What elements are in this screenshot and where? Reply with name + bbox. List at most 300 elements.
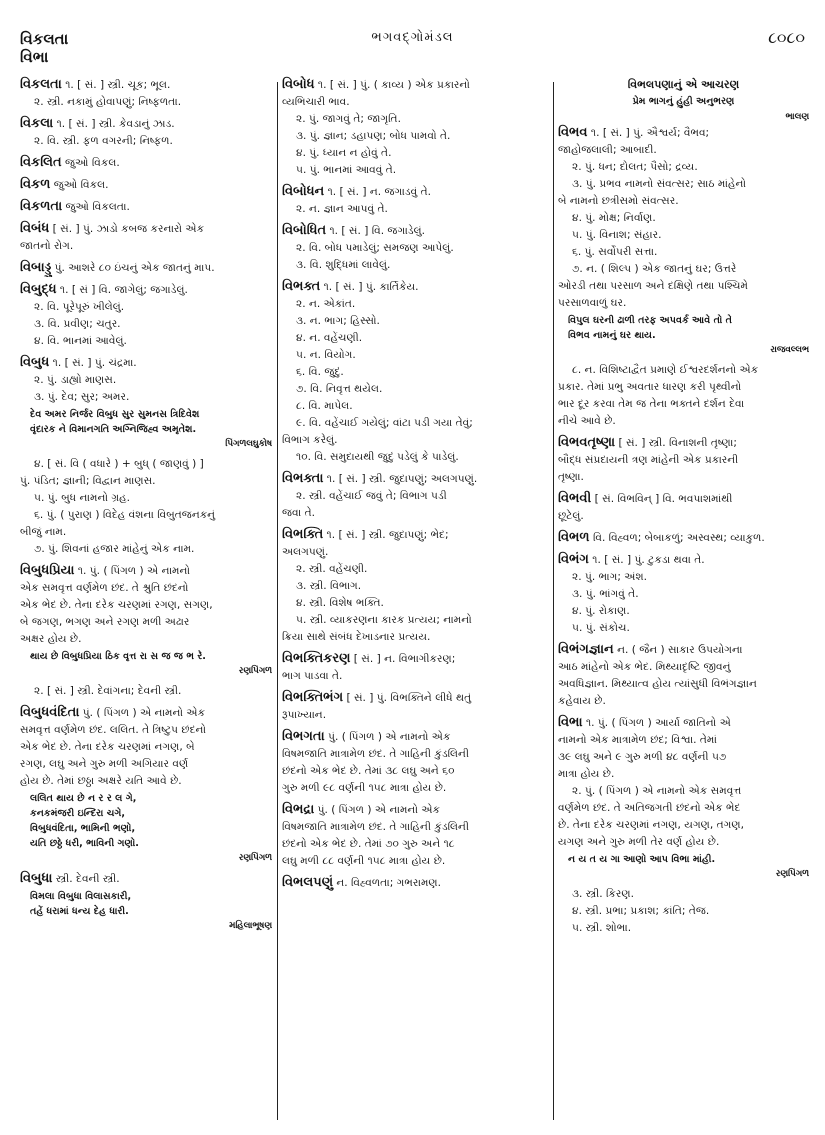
definition-text: માત્રા હોય છે. [558, 768, 615, 780]
headword: વિબુધ [20, 355, 50, 370]
definition-text: બીજું નામ. [20, 526, 67, 538]
definition-text: છંદનો એક ભેદ છે. તેમાં ૩૮ લઘુ અને ૬૦ [282, 765, 455, 777]
dictionary-entry [282, 183, 548, 218]
definition-text: ૨. [ સં. ] સ્ત્રી. દેવાંગના; દેવની સ્ત્રી. [34, 685, 182, 697]
entry-line [282, 313, 548, 330]
entry-line [558, 227, 809, 244]
definition-text: ૪. પું. રોકાણ. [572, 605, 630, 617]
entry-line [282, 449, 548, 466]
definition-text: ૯. વિ. વહેંચાઈ ગયેલું; વાંટા પડી ગયા તેવું; [296, 417, 473, 429]
entry-line [558, 676, 809, 693]
dictionary-entry [282, 222, 548, 274]
entry-line [558, 159, 809, 176]
definition-text: ૪. વિ. ભાનમાં આવેલું. [34, 335, 127, 347]
entry-line [558, 800, 809, 817]
column-divider [553, 82, 554, 1120]
definition-text: નીચે આવે છે. [558, 415, 616, 427]
definition-text: ૧. પું. ( પિંગળ ) એ નામનો [74, 565, 191, 577]
dictionary-entry [558, 124, 809, 357]
definition-text: ૨. વિ. સ્ત્રી. ફળ વગરની; નિષ્ફળ. [34, 135, 173, 147]
dictionary-entry [282, 278, 548, 466]
definition-text: છંદનો એક ભેદ છે. તેમાં ૭૦ ગુરુ અને ૧૮ [282, 838, 455, 850]
definition-text: ૧. [ સં ] વિ. જાગેલું; જગાડેલું. [56, 284, 188, 296]
quote-source: મહિલાભૂષણ [229, 921, 272, 931]
quote-block [20, 791, 272, 865]
entry-line [20, 154, 272, 172]
entry-line [558, 659, 809, 676]
definition-text: છૂટેલું. [558, 510, 584, 522]
definition-text: ૪. પું. મોક્ષ; નિર્વાણ. [572, 212, 656, 224]
definition-text: ૬. પું. ( પુરાણ ) વિદેહ વંશના વિબુતજનકનું [34, 509, 216, 521]
entry-line [20, 220, 272, 238]
definition-text: ૫. સ્ત્રી. વ્યાકરણના કારક પ્રત્યય; નામનો [296, 614, 472, 626]
entry-line [558, 261, 809, 278]
entry-line [20, 259, 272, 277]
definition-text: [ સં. ] સ્ત્રી. વિનાશની તૃષ્ણા; [615, 437, 737, 449]
entry-line [282, 853, 548, 870]
dictionary-entry [282, 470, 548, 522]
entry-line [558, 193, 809, 210]
definition-text: ૨. પું. જાગવું તે; જાગૃતિ. [296, 113, 401, 125]
entry-line [20, 176, 272, 194]
headword: વિબંધ [20, 221, 50, 236]
definition-text: ૩. પું. દેવ; સુર; અમર. [34, 391, 130, 403]
entry-line [282, 470, 548, 488]
entry-line [558, 244, 809, 261]
definition-text: ૩. વિ. પ્રવીણ; ચતુર. [34, 318, 121, 330]
dictionary-entry [20, 281, 272, 350]
definition-text: ૩. પું. પ્રભવ નામનો સંવત્સર; સાઠ માંહેનો [572, 178, 747, 190]
definition-text: ઓરડી તથા પરસાળ અને દક્ષિણે તથા પશ્ચિમે [558, 280, 748, 292]
headword: વિભક્તિભંગ [282, 690, 344, 705]
entry-line [558, 508, 809, 525]
headword: વિભા [558, 715, 583, 730]
dictionary-entry [20, 198, 272, 216]
definition-text: ૨. પું. ( પિંગળ ) એ નામનો એક સમવૃત્ત [572, 785, 742, 797]
entry-line [558, 124, 809, 142]
dictionary-entry [282, 650, 548, 685]
entry-line [282, 183, 548, 201]
definition-text: વિષમજાતિ માત્રામેળ છંદ. તે ગાહિની કુંડલિની [282, 748, 469, 760]
definition-text: ૧. [ સં. ] પું. ( કાવ્ય ) એક પ્રકારનો [314, 79, 470, 91]
entry-line [558, 379, 809, 396]
headword: વિભક્તા [282, 471, 324, 486]
definition-text: ૫. સ્ત્રી. શોભા. [572, 922, 632, 934]
dictionary-entry [282, 728, 548, 797]
entry-line [282, 629, 548, 646]
entry-line [558, 693, 809, 710]
entry-line [282, 526, 548, 544]
entry-line [20, 683, 272, 700]
dictionary-entry [20, 176, 272, 194]
definition-text: બે નામનો છત્રીસમો સંવત્સર. [558, 195, 679, 207]
quote-block [558, 852, 809, 881]
quote-line: દેવ અમર નિર્જર વિબુધ સુર સુમનસ ત્રિદિવેશ [30, 409, 200, 420]
definition-text: ન. ( જૈન ) સાકાર ઉપયોગના [613, 644, 743, 656]
entry-line [282, 128, 548, 145]
entry-line [282, 728, 548, 746]
definition-text: ૩. ન. ભાગ; હિસ્સો. [296, 315, 380, 327]
definition-text: ૩. વિ. શુદ્ધિમાં લાવેલું. [296, 259, 391, 271]
entry-line [20, 541, 272, 558]
entry-line [558, 210, 809, 227]
definition-text: ન. વિહ્વળતા; ગભરામણ. [333, 877, 442, 889]
definition-text: ૫. પું. સંકોચ. [572, 622, 630, 634]
definition-text: ૮. ન. વિશિષ્ટાદ્વૈત પ્રમાણે ઈશ્વરદર્શનનો એક [572, 364, 759, 376]
entry-line [282, 746, 548, 763]
definition-text: ૧. [ સં. ] સ્ત્રી. જુદાપણું; ભેદ; [323, 529, 449, 541]
definition-text: વર્ણમેળ છંદ. તે અતિજગતી છંદનો એક ભેદ [558, 802, 741, 814]
column-3 [558, 76, 809, 1126]
entry-line [282, 222, 548, 240]
dictionary-entry [558, 434, 809, 486]
entry-line [282, 801, 548, 819]
definition-text: ૩. સ્ત્રી. વિભાગ. [296, 580, 362, 592]
definition-text: નામનો એક માત્રામેળ છંદ; વિશ્વા. તેમાં [558, 734, 717, 746]
headword: વિબુધપ્રિયા [20, 563, 75, 578]
definition-text: ૫. પું. બુધ નામનો ગ્રહ. [34, 492, 131, 504]
quote-source: રણપિંગળ [238, 853, 272, 863]
guide-word-first: વિકલતા [20, 30, 69, 48]
headword: વિભવ [558, 125, 588, 140]
definition-text: [ સં. ] પું. વિભક્તિને લીધે થતું [343, 692, 472, 704]
definition-text: ૭. વિ. નિવૃત્ત થયેલ. [296, 383, 383, 395]
definition-text: કહેવાય છે. [558, 695, 606, 707]
definition-text: જાતનો રોગ. [20, 240, 74, 252]
dictionary-entry [20, 76, 272, 111]
entry-line [282, 544, 548, 561]
entry-line [282, 689, 548, 707]
page-number: ૮૦૮૦ [768, 28, 805, 47]
headword: વિબોધ [282, 77, 315, 92]
quote-source: પિંગળલઘુકોષ [225, 439, 272, 449]
headword: વિભલપણું [282, 875, 334, 890]
entry-line [282, 201, 548, 218]
dictionary-entry [558, 529, 809, 547]
entry-line [20, 580, 272, 597]
dictionary-entry [282, 874, 548, 892]
quote-source: રણપિંગળ [775, 869, 809, 879]
quote-line: વિભલપણાનું એ આચરણ [627, 78, 740, 91]
dictionary-entry [558, 490, 809, 525]
headword: વિબોધન [282, 184, 325, 199]
entry-line [20, 473, 272, 490]
entry-line [558, 529, 809, 547]
definition-text: એક ભેદ છે. તેના દરેક ચરણમાં રગણ, સગણ, [20, 599, 213, 611]
definition-text: ભાગ પાડવા તે. [282, 670, 343, 682]
definition-text: બૌદ્ધ સંપ્રદાયની ત્રણ માંહેની એક પ્રકારની [558, 454, 739, 466]
headword: વિબાડ્ડુ [20, 260, 52, 275]
definition-text: આઠ માંહેનો એક ભેદ. મિથ્યાદૃષ્ટિ જીવનું [558, 661, 731, 673]
definition-text: પું. પંડિત; જ્ઞાની; વિદ્વાન માણસ. [20, 475, 156, 487]
entry-line [558, 834, 809, 851]
definition-text: ૫. ન. વિયોગ. [296, 349, 356, 361]
definition-text: એક ભેદ છે. તેના દરેક ચરણમાં નગણ, બે [20, 741, 195, 753]
quote-source: રાજવલ્લભ [770, 345, 809, 355]
entry-line [282, 819, 548, 836]
definition-text: ૧. [ સં. ] સ્ત્રી. ચૂક; ભૂલ. [61, 79, 171, 91]
dictionary-entry [20, 870, 272, 933]
definition-text: ૨. સ્ત્રી. નકામું હોવાપણું; નિષ્ફળતા. [34, 96, 182, 108]
definition-text: ૭. ન. ( શિલ્પ ) એક જાતનું ઘર; ઉત્તરે [572, 263, 737, 275]
entry-line [282, 296, 548, 313]
quote-block [558, 76, 809, 124]
entry-line [558, 603, 809, 620]
definition-text: ૫. પું. ભાનમાં આવવું તે. [296, 164, 397, 176]
dictionary-entry [558, 886, 809, 937]
quote-line: તહેં ધરામાં ધન્ય દેહ ધારી. [30, 906, 129, 917]
entry-line [282, 595, 548, 612]
definition-text: ૬. પું. સર્વોપરી સત્તા. [572, 246, 658, 258]
dictionary-entry [558, 641, 809, 710]
entry-line [20, 739, 272, 756]
definition-text: રગણ, લઘુ અને ગુરુ મળી અગિયાર વર્ણ [20, 758, 189, 770]
entry-line [282, 145, 548, 162]
entry-line [558, 749, 809, 766]
column-1 [20, 76, 272, 1126]
entry-line [282, 162, 548, 179]
definition-text: અવધિજ્ઞાન. મિથ્યાત્વ હોય ત્યાંસુધી વિભંગજ્ઞાન [558, 678, 757, 690]
dictionary-entry [20, 562, 272, 678]
entry-line [20, 562, 272, 580]
definition-text: ૪. ન. વહેંચણી. [296, 332, 363, 344]
definition-text: ૩૯ લઘુ અને ૯ ગુરુ મળી ૪૮ વર્ણની ૫૭ [558, 751, 727, 763]
headword: વિબુદ્ધ [20, 282, 57, 297]
headword: વિબોધિત [282, 223, 327, 238]
page-header [20, 30, 805, 70]
entry-line [20, 281, 272, 299]
definition-text: ૩. પું. ભાંગવું તે. [572, 588, 639, 600]
quote-block [20, 407, 272, 451]
definition-text: પરસાળવાળું ઘર. [558, 297, 627, 309]
entry-line [282, 561, 548, 578]
definition-text: [ સં. ] ન. વિભાગીકરણ; [350, 653, 456, 665]
definition-text: ૨. ન. એકાંત. [296, 298, 356, 310]
entry-line [282, 76, 548, 94]
quote-line: પ્રેમ ભાગનું હુંહી અનુભરણ [632, 96, 735, 107]
dictionary-entry [558, 714, 809, 881]
definition-text: ૧. [ સં. ] પું. ટુકડા થવા તે. [588, 554, 705, 566]
dictionary-entry [20, 115, 272, 150]
headword: વિભવી [558, 491, 592, 506]
entry-line [282, 415, 548, 432]
definition-text: ૧૦. વિ. સમુદાયથી જુદું પડેલું કે પાડેલું. [296, 451, 459, 463]
entry-line [20, 524, 272, 541]
entry-line [20, 316, 272, 333]
definition-text: અક્ષર હોય છે. [20, 633, 82, 645]
definition-text: ૭. પું. શિવનાં હજાર માંહેનું એક નામ. [34, 543, 195, 555]
definition-text: ૨. વિ. પૂરેપૂરું ખીલેલું. [34, 301, 125, 313]
definition-text: ૧. [ સં. ] સ્ત્રી. જુદાપણું; અલગપણું. [323, 473, 478, 485]
quote-block [20, 649, 272, 678]
definition-text: ભાર દૂર કરવા તેમ જ તેના ભક્તને દર્શન દેવા [558, 398, 745, 410]
entry-line [282, 836, 548, 853]
definition-text: વિ. વિહ્વળ; બેબાકળું; અસ્વસ્થ; વ્યાકુળ. [589, 532, 765, 544]
entry-line [282, 257, 548, 274]
definition-text: ૧. [ સં. ] પું. ચંદ્રમા. [49, 357, 137, 369]
headword: વિબુધા [20, 871, 53, 886]
entry-line [20, 773, 272, 790]
definition-text: જવા તે. [282, 507, 315, 519]
entry-line [20, 722, 272, 739]
entry-line [20, 76, 272, 94]
quote-line: વિમલા વિબુધા વિલાસકારી, [30, 891, 132, 902]
dictionary-entry [20, 704, 272, 865]
entry-line [558, 817, 809, 834]
definition-text: [ સં. ] પું. ઝાડો કબજ કરનારો એક [49, 223, 205, 235]
headword: વિકળ [20, 177, 51, 192]
headword: વિભક્ત [282, 279, 321, 294]
headword: વિબુધવંદિતા [20, 705, 80, 720]
definition-text: ૪. સ્ત્રી. વિશેષ ભક્તિ. [296, 597, 384, 609]
running-title: ભગવદ્ગોમંડલ [371, 30, 454, 45]
definition-text: જુઓ વિકલ. [50, 179, 109, 191]
dictionary-entry [20, 456, 272, 558]
entry-line [558, 278, 809, 295]
entry-line [558, 142, 809, 159]
quote-line: વૃંદારક ને વિમાનગતિ અગ્નિજિહ્વ અમૃતેશ. [30, 424, 197, 435]
definition-text: ૪. સ્ત્રી. પ્રભા; પ્રકાશ; કાંતિ; તેજ. [572, 905, 710, 917]
entry-line [282, 278, 548, 296]
definition-text: ૩. પું. જ્ઞાન; ડહાપણ; બોધ પામવો તે. [296, 130, 451, 142]
definition-text: વિભાગ કરેલું. [282, 434, 338, 446]
quote-line: યતિ છઠ્ઠે ધરી, ભાવિની ગણો. [30, 838, 139, 849]
headword: વિભદ્રા [282, 802, 315, 817]
entry-line [558, 396, 809, 413]
entry-line [558, 714, 809, 732]
entry-line [20, 354, 272, 372]
entry-line [20, 372, 272, 389]
definition-text: ૨. વિ. બોધ પમાડેલું; સમજણ આપેલું. [296, 242, 454, 254]
entry-line [282, 432, 548, 449]
dictionary-entry [282, 526, 548, 646]
entry-line [558, 434, 809, 452]
entry-line [282, 612, 548, 629]
entry-line [20, 94, 272, 111]
dictionary-entry [20, 220, 272, 255]
entry-line [558, 783, 809, 800]
quote-block [20, 889, 272, 933]
definition-text: પું. આશરે ૮૦ ઇંચનું એક જાતનું માપ. [51, 262, 215, 274]
entry-line [282, 668, 548, 685]
entry-line [282, 578, 548, 595]
dictionary-entry [282, 689, 548, 724]
entry-line [20, 133, 272, 150]
definition-text: હોય છે. તેમાં છઠ્ઠા અક્ષરે યતિ આવે છે. [20, 775, 182, 787]
columns [20, 76, 809, 1126]
entry-line [20, 115, 272, 133]
definition-text: બે જગણ, ભગણ અને રગણ મળી અઢાર [20, 616, 190, 628]
dictionary-entry [20, 154, 272, 172]
entry-line [558, 176, 809, 193]
definition-text: ૨. ન. જ્ઞાન આપવું તે. [296, 203, 388, 215]
entry-line [282, 347, 548, 364]
definition-text: ૩. સ્ત્રી. કિરણ. [572, 888, 634, 900]
definition-text: પું. ( પિંગળ ) એ નામનો એક [79, 707, 206, 719]
entry-line [558, 903, 809, 920]
entry-line [20, 507, 272, 524]
entry-line [558, 766, 809, 783]
headword: વિભંગ [558, 552, 589, 567]
definition-text: ૬. વિ. જુદું. [296, 366, 344, 378]
definition-text: પું. ( પિંગળ ) એ નામનો એક [324, 731, 451, 743]
quote-line: થાય છે વિબુધપ્રિયા ઠિક વૃત્ત રા સ જ જ ભ રે. [30, 651, 206, 662]
guide-word-last: વિભા [20, 48, 49, 66]
definition-text: જુઓ વિકલ. [61, 157, 120, 169]
definition-text: ૧. [ સં. ] પું. ઐશ્વર્ય; વૈભવ; [587, 127, 710, 139]
definition-text: ૧. [ સં. ] પું. કાર્તિકેય. [320, 281, 419, 293]
entry-line [20, 299, 272, 316]
entry-line [282, 488, 548, 505]
entry-line [282, 381, 548, 398]
entry-line [20, 198, 272, 216]
definition-text: ૨. સ્ત્રી. વહેંચણી. [296, 563, 368, 575]
dictionary-entry [558, 551, 809, 637]
entry-line [558, 586, 809, 603]
definition-text: જાહોજલાલી; આબાદી. [558, 144, 657, 156]
definition-text: ૨. પું. ડાહ્યો માણસ. [34, 374, 117, 386]
definition-text: ૫. પું. વિનાશ; સંહાર. [572, 229, 662, 241]
entry-line [20, 631, 272, 648]
definition-text: યગણ અને ગુરુ મળી તેર વર્ણ હોય છે. [558, 836, 720, 848]
entry-line [20, 389, 272, 406]
definition-text: ૨. પું. ધન; દોલત; પૈસો; દ્રવ્ય. [572, 161, 698, 173]
entry-line [282, 398, 548, 415]
headword: વિભંગજ્ઞાન [558, 642, 614, 657]
dictionary-entry [558, 362, 809, 430]
definition-text: પું. ( પિંગળ ) એ નામનો એક [314, 804, 440, 816]
entry-line [558, 551, 809, 569]
definition-text: ૨. પું. ભાગ; અંશ. [572, 571, 648, 583]
entry-line [282, 650, 548, 668]
definition-text: ૧. [ સં. ] ન. જગાડવું તે. [324, 186, 431, 198]
entry-line [558, 620, 809, 637]
definition-text: એક સમવૃત્ત વર્ણમેળ છંદ. તે શ્રુતિ છંદનો [20, 582, 189, 594]
dictionary-entry [20, 259, 272, 277]
definition-text: અલગપણું. [282, 546, 329, 558]
definition-text: ૨. સ્ત્રી. વહેંચાઈ જવું તે; વિભાગ પડી [296, 490, 447, 502]
quote-line: ન ય ત ય ગા આણો આપ વિભા માંહી. [568, 854, 716, 865]
headword: વિભળ [558, 530, 590, 545]
entry-line [558, 886, 809, 903]
headword: વિભવતૃષ્ણા [558, 435, 616, 450]
entry-line [282, 330, 548, 347]
definition-text: જુઓ વિકલતા. [62, 201, 130, 213]
entry-line [558, 362, 809, 379]
definition-text: ૪. [ સં. વિ ( વધારે ) + બુધ્ ( જાણવું ) ] [34, 458, 204, 470]
quote-line: કનકમંજરી ઇન્દિરા ચગે, [30, 808, 126, 819]
headword: વિભક્તિકરણ [282, 651, 351, 666]
headword: વિકલિત [20, 155, 62, 170]
quote-line: વિભવ નામનું ઘર થાય. [568, 330, 656, 341]
definition-text: ૪. પું. ધ્યાન ન હોવું તે. [296, 147, 392, 159]
entry-line [558, 469, 809, 486]
entry-line [558, 641, 809, 659]
definition-text: સમવૃત્ત વર્ણમેળ છંદ. લલિત. તે ત્રિષ્ટુપ છંદનો [20, 724, 207, 736]
quote-source: ભાલણ [785, 112, 809, 122]
headword: વિભક્તિ [282, 527, 324, 542]
quote-block [558, 313, 809, 357]
definition-text: સ્ત્રી. દેવની સ્ત્રી. [52, 873, 120, 885]
entry-line [282, 111, 548, 128]
entry-line [558, 413, 809, 430]
entry-line [282, 763, 548, 780]
entry-line [20, 490, 272, 507]
headword: વિકલા [20, 116, 54, 131]
quote-source: રણપિંગળ [238, 666, 272, 676]
dictionary-entry [282, 801, 548, 870]
entry-line [282, 505, 548, 522]
